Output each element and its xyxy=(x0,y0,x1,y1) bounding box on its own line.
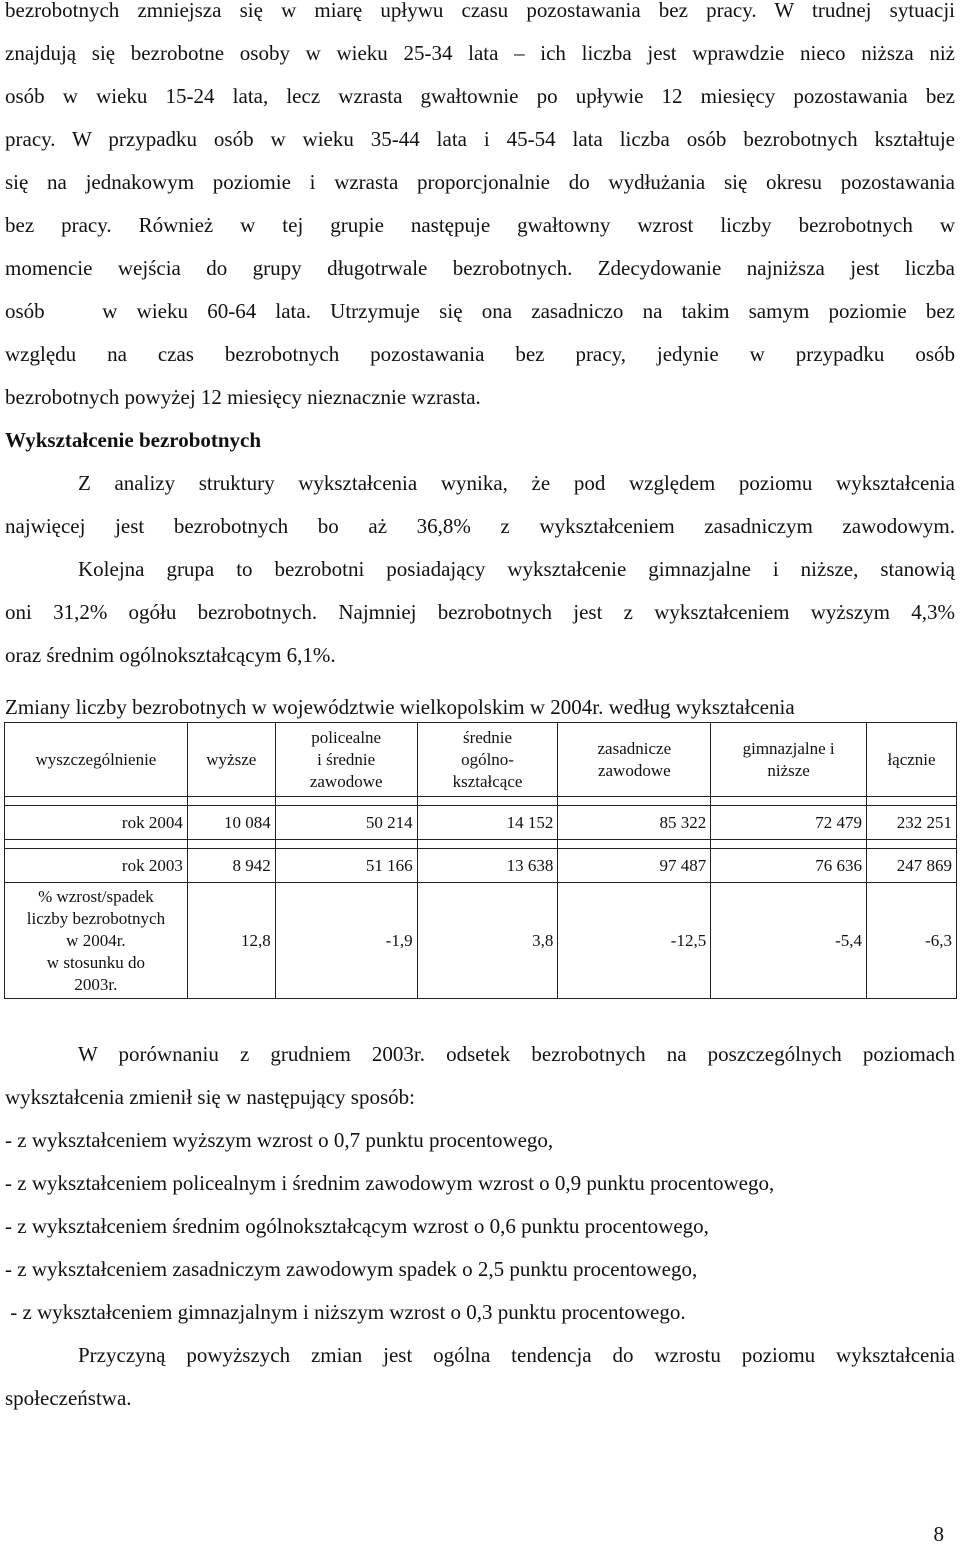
table-row xyxy=(5,883,957,999)
education-table xyxy=(4,722,957,999)
table-cell: 97 487 xyxy=(558,849,711,883)
table-cell: % wzrost/spadek liczby bezrobotnych w 2004r. w stosunku do 2003r. xyxy=(5,883,188,999)
paragraph-line: znajdują się bezrobotne osoby w wieku 25-34 lata – ich liczba jest wprawdzie nieco niższa niż xyxy=(5,41,955,65)
table-header-cell: średnie ogólno- kształcące xyxy=(417,723,558,797)
table-cell: 50 214 xyxy=(275,806,417,840)
table-cell: 51 166 xyxy=(275,849,417,883)
table-cell: 72 479 xyxy=(711,806,867,840)
page-number: 8 xyxy=(933,1522,944,1546)
table-cell: rok 2004 xyxy=(5,806,188,840)
table-cell: 247 869 xyxy=(867,849,957,883)
table-header-cell: gimnazjalne i niższe xyxy=(711,723,867,797)
table-header-cell: wyszczególnienie xyxy=(5,723,188,797)
table-cell: -6,3 xyxy=(867,883,957,999)
paragraph-line: Kolejna grupa to bezrobotni posiadający wykształcenie gimnazjalne i niższe, stanowią xyxy=(78,557,955,581)
paragraph-line: bezrobotnych powyżej 12 miesięcy nieznacznie wzrasta. xyxy=(5,385,481,409)
list-item: - z wykształceniem wyższym wzrost o 0,7 punktu procentowego, xyxy=(5,1128,554,1152)
paragraph-line: się na jednakowym poziomie i wzrasta proporcjonalnie do wydłużania się okresu pozostawania xyxy=(5,170,955,194)
table-cell: 85 322 xyxy=(558,806,711,840)
table-cell: 10 084 xyxy=(187,806,275,840)
paragraph-line: osób w wieku 15-24 lata, lecz wzrasta gwałtownie po upływie 12 miesięcy pozostawania bez xyxy=(5,84,955,108)
paragraph-line: społeczeństwa. xyxy=(5,1386,132,1410)
table-header-cell: policealne i średnie zawodowe xyxy=(275,723,417,797)
paragraph-line: momencie wejścia do grupy długotrwale bezrobotnych. Zdecydowanie najniższa jest liczba xyxy=(5,256,955,280)
paragraph-line: Z analizy struktury wykształcenia wynika, że pod względem poziomu wykształcenia xyxy=(78,471,955,495)
paragraph-line: oni 31,2% ogółu bezrobotnych. Najmniej bezrobotnych jest z wykształceniem wyższym 4,3% xyxy=(5,600,955,624)
table-cell: -5,4 xyxy=(711,883,867,999)
paragraph-line: pracy. W przypadku osób w wieku 35-44 lata i 45-54 lata liczba osób bezrobotnych kształtuje xyxy=(5,127,955,151)
table-cell: 3,8 xyxy=(417,883,558,999)
list-item: - z wykształceniem zasadniczym zawodowym spadek o 2,5 punktu procentowego, xyxy=(5,1257,698,1281)
paragraph-line: W porównaniu z grudniem 2003r. odsetek bezrobotnych na poszczególnych poziomach xyxy=(78,1042,955,1066)
paragraph-line: osób w wieku 60-64 lata. Utrzymuje się ona zasadniczo na takim samym poziomie bez xyxy=(5,299,955,323)
section-heading: Wykształcenie bezrobotnych xyxy=(5,428,262,452)
paragraph-line: względu na czas bezrobotnych pozostawania bez pracy, jedynie w przypadku osób xyxy=(5,342,955,366)
table-header-row xyxy=(5,723,957,797)
list-item: - z wykształceniem policealnym i średnim zawodowym wzrost o 0,9 punktu procentowego, xyxy=(5,1171,775,1195)
table-header-cell: zasadnicze zawodowe xyxy=(558,723,711,797)
table-cell: 12,8 xyxy=(187,883,275,999)
table-cell: rok 2003 xyxy=(5,849,188,883)
table-cell: -1,9 xyxy=(275,883,417,999)
list-item: - z wykształceniem gimnazjalnym i niższym wzrost o 0,3 punktu procentowego. xyxy=(5,1300,686,1324)
table-header-cell: wyższe xyxy=(187,723,275,797)
list-item: - z wykształceniem średnim ogólnokształcącym wzrost o 0,6 punktu procentowego, xyxy=(5,1214,709,1238)
paragraph-line: oraz średnim ogólnokształcącym 6,1%. xyxy=(5,643,336,667)
table-row xyxy=(5,806,957,840)
table-cell: 232 251 xyxy=(867,806,957,840)
table-caption: Zmiany liczby bezrobotnych w województwie wielkopolskim w 2004r. według wykształcenia xyxy=(5,695,795,719)
paragraph-line: bezrobotnych zmniejsza się w miarę upływu czasu pozostawania bez pracy. W trudnej sytuacji xyxy=(5,0,955,22)
paragraph-line: najwięcej jest bezrobotnych bo aż 36,8% z wykształceniem zasadniczym zawodowym. xyxy=(5,514,955,538)
table-header-cell: łącznie xyxy=(867,723,957,797)
table-cell: 76 636 xyxy=(711,849,867,883)
paragraph-line: bez pracy. Również w tej grupie następuje gwałtowny wzrost liczby bezrobotnych w xyxy=(5,213,955,237)
table-cell: 8 942 xyxy=(187,849,275,883)
paragraph-line: Przyczyną powyższych zmian jest ogólna tendencja do wzrostu poziomu wykształcenia xyxy=(78,1343,955,1367)
table-cell: 14 152 xyxy=(417,806,558,840)
paragraph-line: wykształcenia zmienił się w następujący sposób: xyxy=(5,1085,415,1109)
table-cell: 13 638 xyxy=(417,849,558,883)
table-row xyxy=(5,849,957,883)
table-cell: -12,5 xyxy=(558,883,711,999)
